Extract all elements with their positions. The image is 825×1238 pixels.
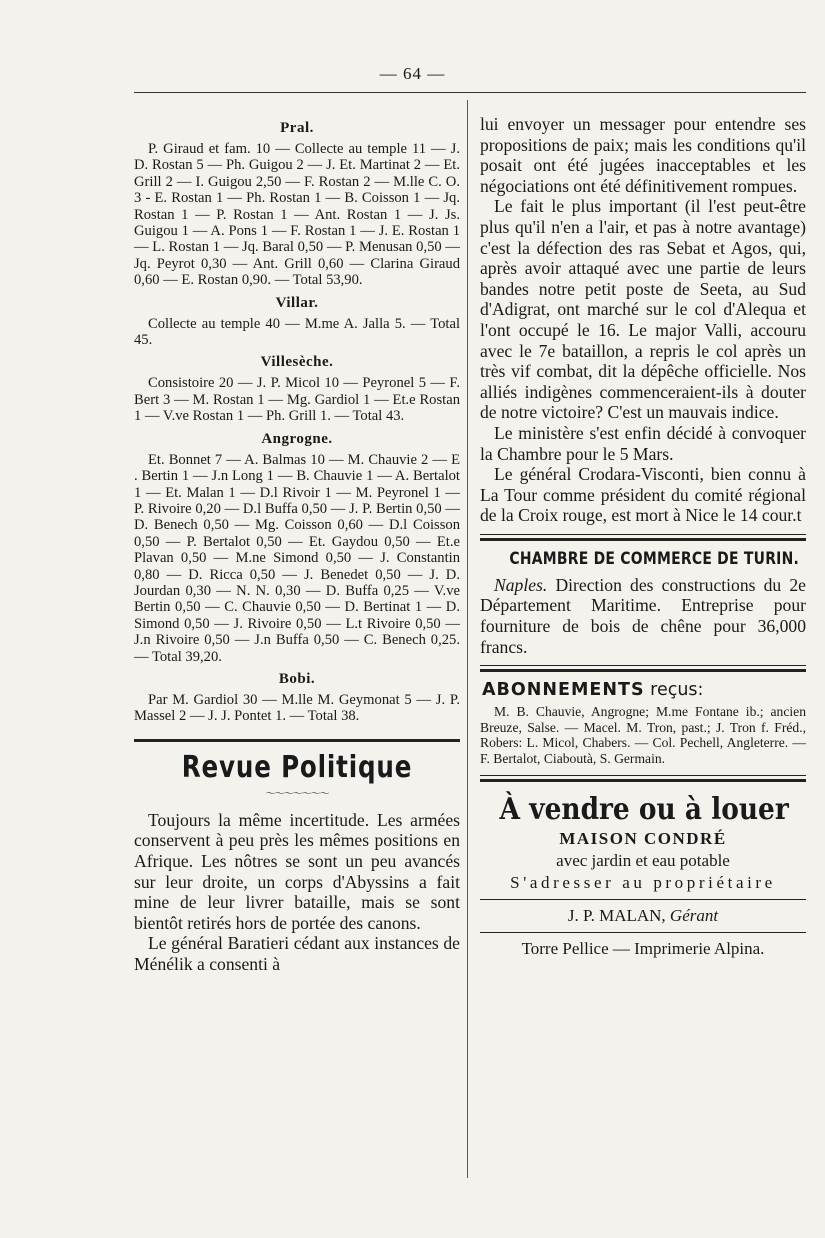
article-paragraph: Le ministère s'est enfin décidé à convoquer la Chambre pour le 5 Mars. xyxy=(480,422,806,464)
section-body: P. Giraud et fam. 10 — Collecte au temple 11 — J. D. Rostan 5 — Ph. Guigou 2 — J. Et. Martinat 2 — Et. Grill 2 — I. Guigou 2,50 — F. Rostan 2 — M.lle C. O. 3 - E. Rostan 1 — Ph. Rostan 1 — B. Coisson 1 — Jq. Rostan 1 — P. Rostan 1 — Ant. Rostan 1 — J. Js. Guigou 1 — A. Pons 1 — F. Rostan 1 — J. E. Rostan 1 — L. Rostan 1 — Jq. Baral 0,50 — P. Menusan 0,50 — Jq. Peyrot 0,30 — Ant. Grill 0,60 — Clarina Giraud 0,60 — E. Rostan 0,90. — Total 53,90. xyxy=(134,141,460,289)
section-rule xyxy=(480,899,806,900)
section-heading: Bobi. xyxy=(278,670,316,687)
left-column xyxy=(134,114,460,975)
gerant-name: J. P. MALAN, xyxy=(567,905,666,925)
gerant-line xyxy=(480,906,806,926)
section-pral xyxy=(134,120,460,289)
section-rule xyxy=(480,775,806,782)
article-paragraph: Le général Crodara-Visconti, bien connu à La Tour comme président du comité régional de la Croix rouge, est mort à Nice le 14 cour.t xyxy=(480,464,806,526)
section-body: Et. Bonnet 7 — A. Balmas 10 — M. Chauvie 2 — E . Bertin 1 — J.n Long 1 — B. Chauvie 1 — A. Bertalot 1 — Et. Malan 1 — D.l Rivoir 1 — M. Peyronel 1 — P. Rivoire 0,20 — D.l Buffa 0,50 — J. P. Bertin 0,50 — D. Benech 0,50 — Mg. Coisson 0,60 — D.l Coisson 0,50 — P. Bertalot 0,50 — Et. Gaydou 0,50 — Et.e Plavan 0,50 — M.ne Simond 0,50 — J. Constantin 0,80 — D. Ricca 0,50 — J. Benedet 0,50 — J. D. Jourdan 0,30 — N. N. 0,30 — D. Buffa 0,25 — V.ve Bertin 0,50 — C. Chauvie 0,50 — D. Bertinat 1 — D. Simond 0,50 — J. Rivoire 0,50 — L.t Rivoire 0,50 — J.n Rivoire 0,50 — J.n Buffa 0,50 — C. Benech 0,25. — Total 39,20. xyxy=(134,451,460,665)
naples-body: Direction des constructions du 2e Département Maritime. Entreprise pour fourniture de bois de chêne pour 36,000 francs. xyxy=(480,574,806,657)
section-villar xyxy=(134,295,460,349)
section-rule xyxy=(480,534,806,541)
gerant-role: Gérant xyxy=(669,905,719,925)
adresser-line: S'adresser au propriétaire xyxy=(510,872,776,892)
right-column xyxy=(480,114,806,963)
section-heading: Villar. xyxy=(275,294,319,311)
abonnements-label: ABONNEMENTS xyxy=(482,680,645,701)
header-rule xyxy=(134,92,806,93)
section-heading: Villesèche. xyxy=(260,354,334,371)
section-bobi xyxy=(134,671,460,725)
imprimerie-line: Torre Pellice — Imprimerie Alpina. xyxy=(521,938,765,958)
jardin-line: avec jardin et eau potable xyxy=(556,850,730,870)
section-body: Consistoire 20 — J. P. Micol 10 — Peyronel 5 — F. Bert 3 — M. Rostan 1 — Mg. Gardiol 1 — Et.e Rostan 1 — V.ve Rostan 1 — Ph. Grill 1. — Total 43. xyxy=(134,375,460,425)
article-paragraph: lui envoyer un messager pour entendre ses propositions de paix; mais les conditions qu'il posait ont été jugées inacceptables et les négociations ont été définitivement rompues. xyxy=(480,114,806,196)
revue-politique-title: Revue Politique xyxy=(181,749,413,785)
article-paragraph: Le fait le plus important (il l'est peut-être plus qu'il n'en a l'air, et pas à notre avantage) c'est la défection des ras Sebat et Agos, qui, après avoir attaqué avec une partie de leurs bandes notre petit poste de Seeta, au Sud d'Adigrat, ont marché sur le col d'Alequa et l'ont occupé le 16. Le major Valli, accouru avec le 7e bataillon, a repris le col après un très vif combat, dit la dépêche officielle. Nos alliés indigènes commenceraient-ils à douter de notre victoire? C'est un mauvais indice. xyxy=(480,196,806,423)
article-paragraph: Toujours la même incertitude. Les armées conservent à peu près les mêmes positions en Afrique. Les nôtres se sont un peu avancés sur leur droite, un corps d'Abyssins a fait mine de leur livrer bataille, mais se sont bientôt retirés hors de portée des canons. xyxy=(134,809,460,933)
section-villeseche xyxy=(134,354,460,424)
section-rule xyxy=(480,665,806,672)
abonnements-body: M. B. Chauvie, Angrogne; M.me Fontane ib.; ancien Breuze, Salse. — Macel. M. Tron, past.; J. Tron f. Fréd., Robers: L. Micol, Chabers. — Col. Pechell, Angleterre. — F. Bertalot, Ciaboutà, S. Germain. xyxy=(480,704,806,767)
page-number: — 64 — xyxy=(379,64,446,83)
abonnements-suffix: reçus: xyxy=(650,680,704,701)
maison-name: MAISON CONDRÉ xyxy=(559,828,727,848)
column-divider xyxy=(467,100,468,1178)
chambre-commerce-title: CHAMBRE DE COMMERCE DE TURIN. xyxy=(509,548,800,569)
vendre-title: À vendre ou à louer xyxy=(499,791,789,827)
section-rule xyxy=(480,932,806,933)
title-ornament: ～～～～～～～ xyxy=(265,788,329,800)
section-heading: Angrogne. xyxy=(261,430,333,447)
naples-label: Naples. xyxy=(494,574,548,595)
abonnements-title xyxy=(482,680,806,700)
section-angrogne xyxy=(134,431,460,665)
section-body: Par M. Gardiol 30 — M.lle M. Geymonat 5 — J. P. Massel 2 — J. J. Pontet 1. — Total 38. xyxy=(134,691,460,725)
section-rule xyxy=(134,739,460,742)
section-body: Collecte au temple 40 — M.me A. Jalla 5. — Total 45. xyxy=(134,315,460,349)
article-paragraph: Le général Baratieri cédant aux instances de Ménélik a consenti à xyxy=(134,933,460,974)
section-heading: Pral. xyxy=(280,120,314,136)
naples-notice xyxy=(480,575,806,657)
